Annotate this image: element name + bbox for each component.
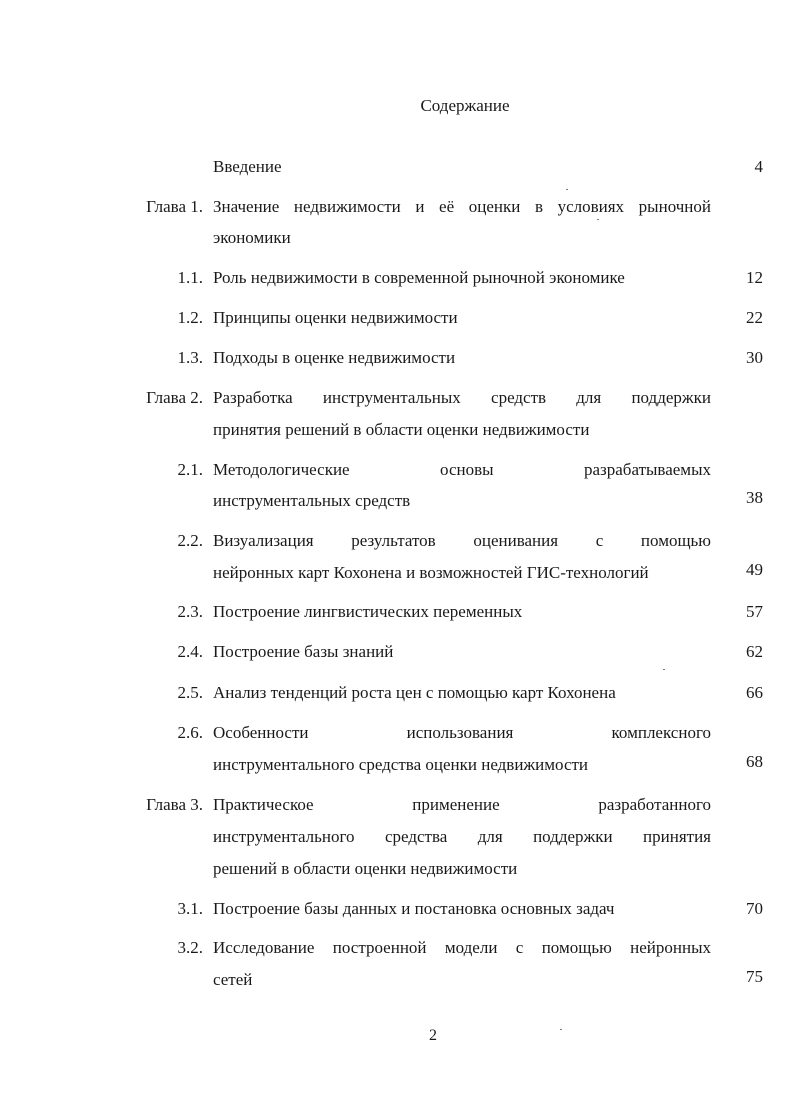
toc-section-2-6-title-line1: Особенности использования комплексного — [213, 723, 711, 742]
toc-section-2-2-page: 49 — [746, 560, 763, 579]
toc-chapter-3-title-line2: инструментального средства для поддержки принятия — [213, 827, 711, 846]
toc-chapter-1-number: Глава 1. — [146, 197, 203, 216]
toc-section-1-3-number: 1.3. — [177, 348, 203, 367]
toc-section-2-4-title: Построение базы знаний — [213, 642, 394, 661]
toc-section-2-2-title-line1: Визуализация результатов оценивания с помощью — [213, 531, 711, 550]
toc-section-2-5-page: 66 — [746, 683, 763, 702]
toc-chapter-3-number: Глава 3. — [146, 795, 203, 814]
toc-section-2-5-number: 2.5. — [177, 683, 203, 702]
toc-section-3-2-title-line2: сетей — [213, 970, 253, 989]
toc-intro-page: 4 — [754, 157, 763, 176]
scan-speck — [566, 189, 568, 190]
toc-section-3-1-number: 3.1. — [177, 899, 203, 918]
toc-intro-label: Введение — [213, 157, 282, 176]
toc-section-1-1-title: Роль недвижимости в современной рыночной экономике — [213, 268, 625, 287]
toc-section-3-2-title-line1: Исследование построенной модели с помощью нейронных — [213, 938, 711, 957]
toc-section-3-2-page: 75 — [746, 967, 763, 986]
toc-section-1-2-page: 22 — [746, 308, 763, 327]
toc-section-2-3-page: 57 — [746, 602, 763, 621]
toc-section-1-2-title: Принципы оценки недвижимости — [213, 308, 458, 327]
toc-chapter-3-title-line1: Практическое применение разработанного — [213, 795, 711, 814]
toc-chapter-1-title-line2: экономики — [213, 228, 291, 247]
scan-speck — [663, 669, 665, 670]
toc-chapter-3-title-line3: решений в области оценки недвижимости — [213, 859, 518, 878]
toc-section-2-6-title-line2: инструментального средства оценки недвижимости — [213, 755, 589, 774]
toc-section-3-1-page: 70 — [746, 899, 763, 918]
toc-section-2-1-title-line2: инструментальных средств — [213, 491, 411, 510]
toc-section-1-3-page: 30 — [746, 348, 763, 367]
scan-speck — [597, 219, 599, 220]
toc-section-2-1-page: 38 — [746, 488, 763, 507]
toc-section-2-2-title-line2: нейронных карт Кохонена и возможностей ГИС-технологий — [213, 563, 649, 582]
toc-section-2-3-title: Построение лингвистических переменных — [213, 602, 523, 621]
toc-section-2-4-page: 62 — [746, 642, 763, 661]
toc-section-1-1-number: 1.1. — [177, 268, 203, 287]
toc-section-1-3-title: Подходы в оценке недвижимости — [213, 348, 456, 367]
toc-chapter-2-title-line1: Разработка инструментальных средств для поддержки — [213, 388, 711, 407]
page-number: 2 — [429, 1027, 437, 1044]
toc-section-1-1-page: 12 — [746, 268, 763, 287]
toc-chapter-2-title-line2: принятия решений в области оценки недвижимости — [213, 420, 590, 439]
page-title: Содержание — [420, 96, 510, 115]
toc-section-3-2-number: 3.2. — [177, 938, 203, 957]
toc-section-2-5-title: Анализ тенденций роста цен с помощью карт Кохонена — [213, 683, 616, 702]
toc-section-1-2-number: 1.2. — [177, 308, 203, 327]
toc-section-2-1-title-line1: Методологические основы разрабатываемых — [213, 460, 711, 479]
toc-chapter-2-number: Глава 2. — [146, 388, 203, 407]
toc-section-2-4-number: 2.4. — [177, 642, 203, 661]
toc-section-2-6-number: 2.6. — [177, 723, 203, 742]
toc-section-2-3-number: 2.3. — [177, 602, 203, 621]
toc-section-2-1-number: 2.1. — [177, 460, 203, 479]
toc-section-3-1-title: Построение базы данных и постановка основных задач — [213, 899, 615, 918]
toc-section-2-6-page: 68 — [746, 752, 763, 771]
toc-chapter-1-title-line1: Значение недвижимости и её оценки в условиях рыночной — [213, 197, 711, 216]
scan-speck — [560, 1029, 562, 1030]
toc-section-2-2-number: 2.2. — [177, 531, 203, 550]
